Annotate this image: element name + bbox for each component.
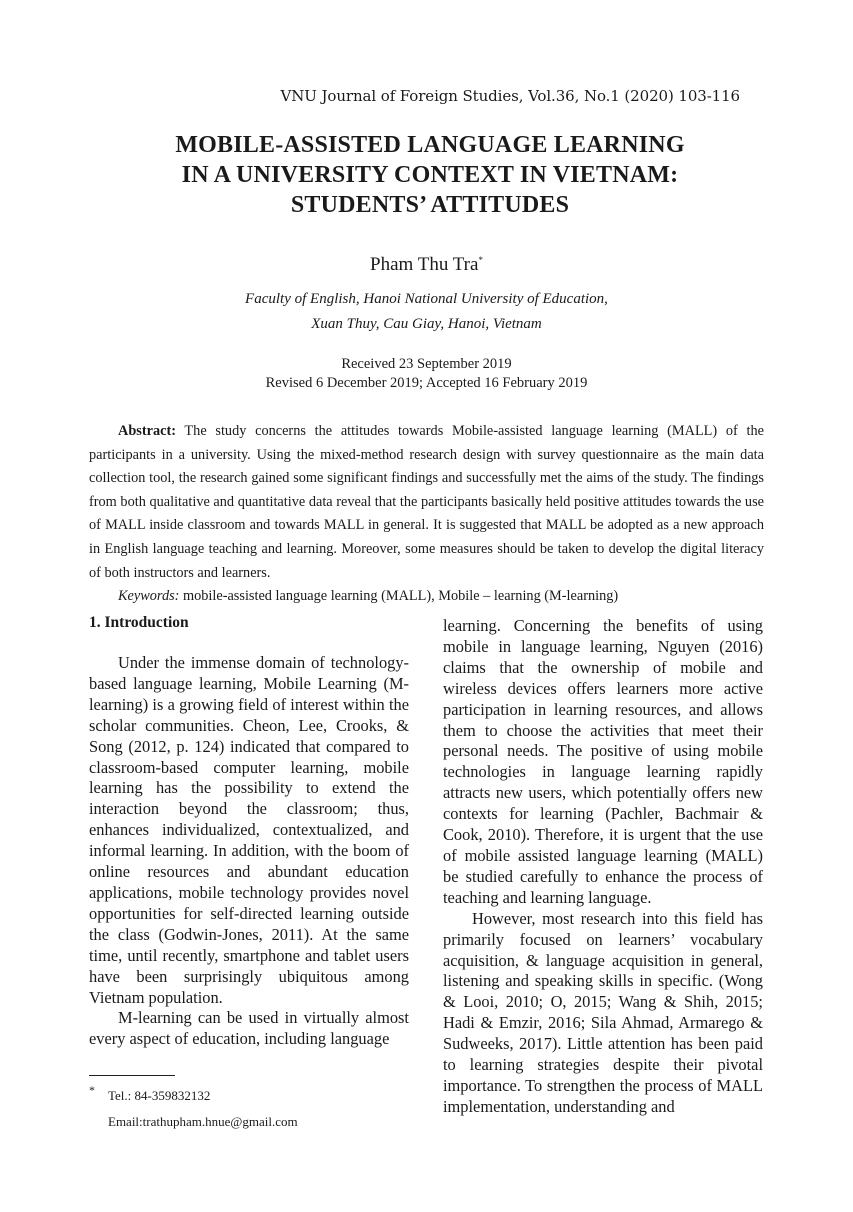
keywords-text: mobile-assisted language learning (MALL), Mobile – learning (M-learning)	[179, 588, 619, 605]
section-heading-introduction: 1. Introduction	[89, 614, 189, 631]
author-footnote-mark: *	[478, 255, 483, 265]
keywords-label: Keywords:	[118, 588, 180, 605]
abstract-label: Abstract:	[118, 423, 176, 439]
right-column	[443, 616, 763, 1118]
title-line-3: STUDENTS’ ATTITUDES	[290, 192, 570, 218]
journal-header: VNU Journal of Foreign Studies, Vol.36, No.1 (2020) 103-116	[280, 87, 740, 105]
footnote-divider	[89, 1075, 175, 1076]
footnote	[89, 1083, 419, 1135]
left-column	[89, 613, 409, 1050]
abstract-text: The study concerns the attitudes towards Mobile-assisted language learning (MALL) of the participants in a university. Using the mixed-method research design with survey questionnaire as the main data collection tool, the research gained some significant findings and successfully met the aims of the study. The findings from both qualitative and quantitative data reveal that the participants basically held positive attitudes towards the use of MALL inside classroom and towards MALL in general. It is suggested that MALL be adopted as a new approach in English language teaching and learning. Moreover, some measures should be taken to develop the digital literacy of both instructors and learners.	[89, 423, 764, 581]
abstract	[89, 420, 764, 609]
publication-dates	[0, 355, 853, 393]
footnote-mark: *	[89, 1083, 95, 1097]
author	[0, 254, 853, 276]
body-paragraph: Under the immense domain of technology-based language learning, Mobile Learning (M-learning) is a growing field of interest within the scholar communities. Cheon, Lee, Crooks, & Song (2012, p. 124) indicated that compared to classroom-based computer learning, mobile learning has the possibility to extend the interaction beyond the classroom; thus, enhances individualized, contextualized, and informal learning. In addition, with the boom of online resources and abundant education applications, mobile technology provides novel opportunities for self-directed learning outside the class (Godwin-Jones, 2011). At the same time, until recently, smartphone and tablet users have been surprisingly ubiquitous among Vietnam population.	[89, 653, 409, 1007]
title-line-1: MOBILE-ASSISTED LANGUAGE LEARNING	[175, 132, 685, 158]
affiliation	[0, 287, 853, 337]
body-paragraph: learning. Concerning the benefits of using mobile in language learning, Nguyen (2016) claims that the ownership of mobile and wireless devices offers learners more active participation in learning resources, and allows them to choose the activities that meet their personal needs. The positive of using mobile technologies in language learning rapidly attracts new users, which potentially offers new contexts for learning (Pachler, Bachmair & Cook, 2010). Therefore, it is urgent that the use of mobile assisted language learning (MALL) be studied carefully to enhance the process of teaching and learning language.	[443, 616, 763, 907]
author-name: Pham Thu Tra	[370, 254, 479, 275]
received-date: Received 23 September 2019	[341, 356, 512, 372]
footnote-tel: Tel.: 84-359832132	[108, 1088, 211, 1103]
affiliation-line-1: Faculty of English, Hanoi National University of Education,	[245, 291, 608, 307]
keywords-paragraph	[89, 585, 764, 609]
affiliation-line-2: Xuan Thuy, Cau Giay, Hanoi, Vietnam	[311, 316, 542, 332]
body-paragraph: M-learning can be used in virtually almost every aspect of education, including language	[89, 1008, 409, 1049]
paper-title	[100, 130, 760, 220]
body-paragraph: However, most research into this field has primarily focused on learners’ vocabulary acquisition, & language acquisition in general, listening and speaking skills in specific. (Wong & Looi, 2010; O, 2015; Wang & Shih, 2015; Hadi & Emzir, 2016; Sila Ahmad, Armarego & Sudweeks, 2017). Little attention has been paid to learning strategies despite their pivotal importance. To strengthen the process of MALL implementation, understanding and	[443, 908, 763, 1116]
footnote-email: Email:trathupham.hnue@gmail.com	[108, 1114, 298, 1129]
title-line-2: IN A UNIVERSITY CONTEXT IN VIETNAM:	[181, 162, 679, 188]
revised-accepted-dates: Revised 6 December 2019; Accepted 16 February 2019	[265, 375, 588, 391]
abstract-paragraph	[89, 420, 764, 585]
